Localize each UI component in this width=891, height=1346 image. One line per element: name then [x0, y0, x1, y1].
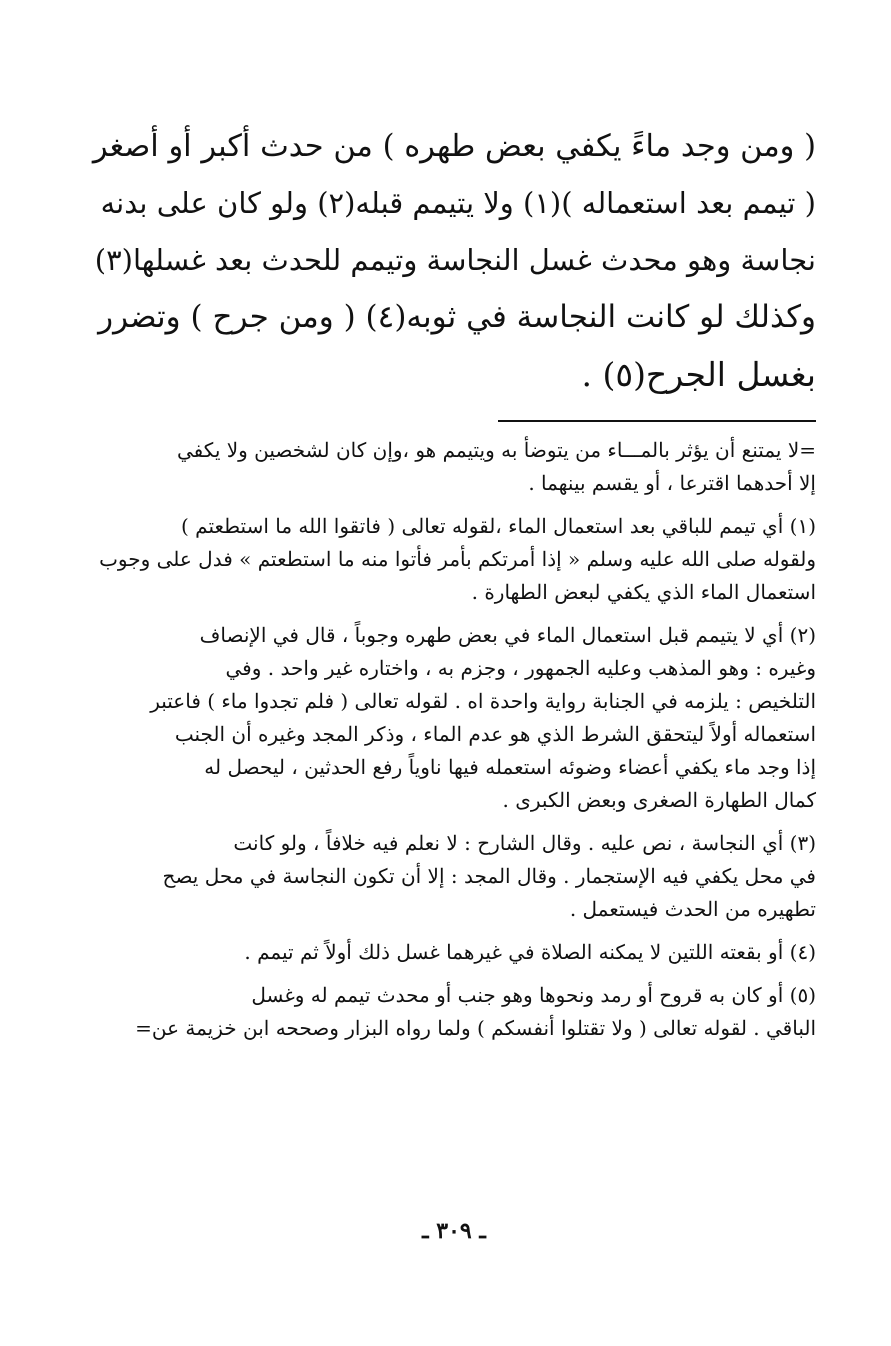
- footnote-line: (١) أي تيمم للباقي بعد استعمال الماء ،لقوله تعالى ( فاتقوا الله ما استطعتم ): [180, 514, 816, 538]
- main-text-line: ( تيمم بعد استعماله )(١) ولا يتيمم قبله(٢) ولو كان على بدنه: [100, 186, 816, 220]
- footnote-line: وغيره : وهو المذهب وعليه الجمهور ، وجزم به ، واختاره غير واحد . وفي: [225, 656, 816, 680]
- footnote-line: (٥) أو كان به قروح أو رمد ونحوها وهو جنب أو محدث تيمم له وغسل: [251, 983, 816, 1007]
- footnote-line: (٣) أي النجاسة ، نص عليه . وقال الشارح : لا نعلم فيه خلافاً ، ولو كانت: [233, 831, 816, 855]
- footnote-line: (٤) أو بقعته اللتين لا يمكنه الصلاة في غيرهما غسل ذلك أولاً ثم تيمم .: [244, 940, 816, 964]
- footnote-3: [92, 827, 816, 926]
- main-text: [92, 118, 816, 403]
- footnote-line: استعماله أولاً ليتحقق الشرط الذي هو عدم الماء ، وذكر المجد وغيره أن الجنب: [174, 722, 816, 746]
- footnote-line: (٢) أي لا يتيمم قبل استعمال الماء في بعض طهره وجوباً ، قال في الإنصاف: [199, 623, 816, 647]
- footnote-line: =لا يمتنع أن يؤثر بالمـــاء من يتوضأ به ويتيمم هو ،وإن كان لشخصين ولا يكفي: [176, 438, 816, 462]
- footnote-line: كمال الطهارة الصغرى وبعض الكبرى .: [502, 788, 816, 812]
- book-page: [92, 118, 816, 1298]
- footnote-line: إذا وجد ماء يكفي أعضاء وضوئه استعمله فيها ناوياً رفع الحدثين ، ليحصل له: [204, 755, 816, 779]
- main-text-line: نجاسة وهو محدث غسل النجاسة وتيمم للحدث بعد غسلها(٣): [94, 243, 816, 277]
- footnote-line: ولقوله صلى الله عليه وسلم « إذا أمرتكم بأمر فأتوا منه ما استطعتم » فدل على وجوب: [99, 547, 816, 571]
- main-text-line: ( ومن وجد ماءً يكفي بعض طهره ) من حدث أكبر أو أصغر: [92, 129, 816, 164]
- footnote-line: تطهيره من الحدث فيستعمل .: [569, 897, 816, 921]
- footnotes: [92, 434, 816, 1055]
- footnote-line: استعمال الماء الذي يكفي لبعض الطهارة .: [471, 580, 816, 604]
- footnote-line: التلخيص : يلزمه في الجنابة رواية واحدة اه . لقوله تعالى ( فلم تجدوا ماء ) فاعتبر: [150, 689, 816, 713]
- footnote-5: [92, 979, 816, 1045]
- main-text-line: وكذلك لو كانت النجاسة في ثوبه(٤) ( ومن جرح ) وتضرر: [98, 299, 816, 335]
- footnote-2: [92, 619, 816, 817]
- footnote-line: في محل يكفي فيه الإستجمار . وقال المجد : إلا أن تكون النجاسة في محل يصح: [162, 864, 816, 888]
- footnote-continuation: [92, 434, 816, 500]
- footnote-line: إلا أحدهما اقترعا ، أو يقسم بينهما .: [528, 471, 816, 495]
- page-number: ـ ٣٠٩ ـ: [422, 1218, 486, 1244]
- footnote-1: [92, 510, 816, 609]
- footnote-divider: [498, 420, 816, 422]
- footnote-line: الباقي . لقوله تعالى ( ولا تقتلوا أنفسكم ) ولما رواه البزار وصححه ابن خزيمة عن=: [135, 1016, 816, 1040]
- main-text-line: بغسل الجرح(٥) .: [581, 355, 816, 394]
- footnote-4: [92, 936, 816, 969]
